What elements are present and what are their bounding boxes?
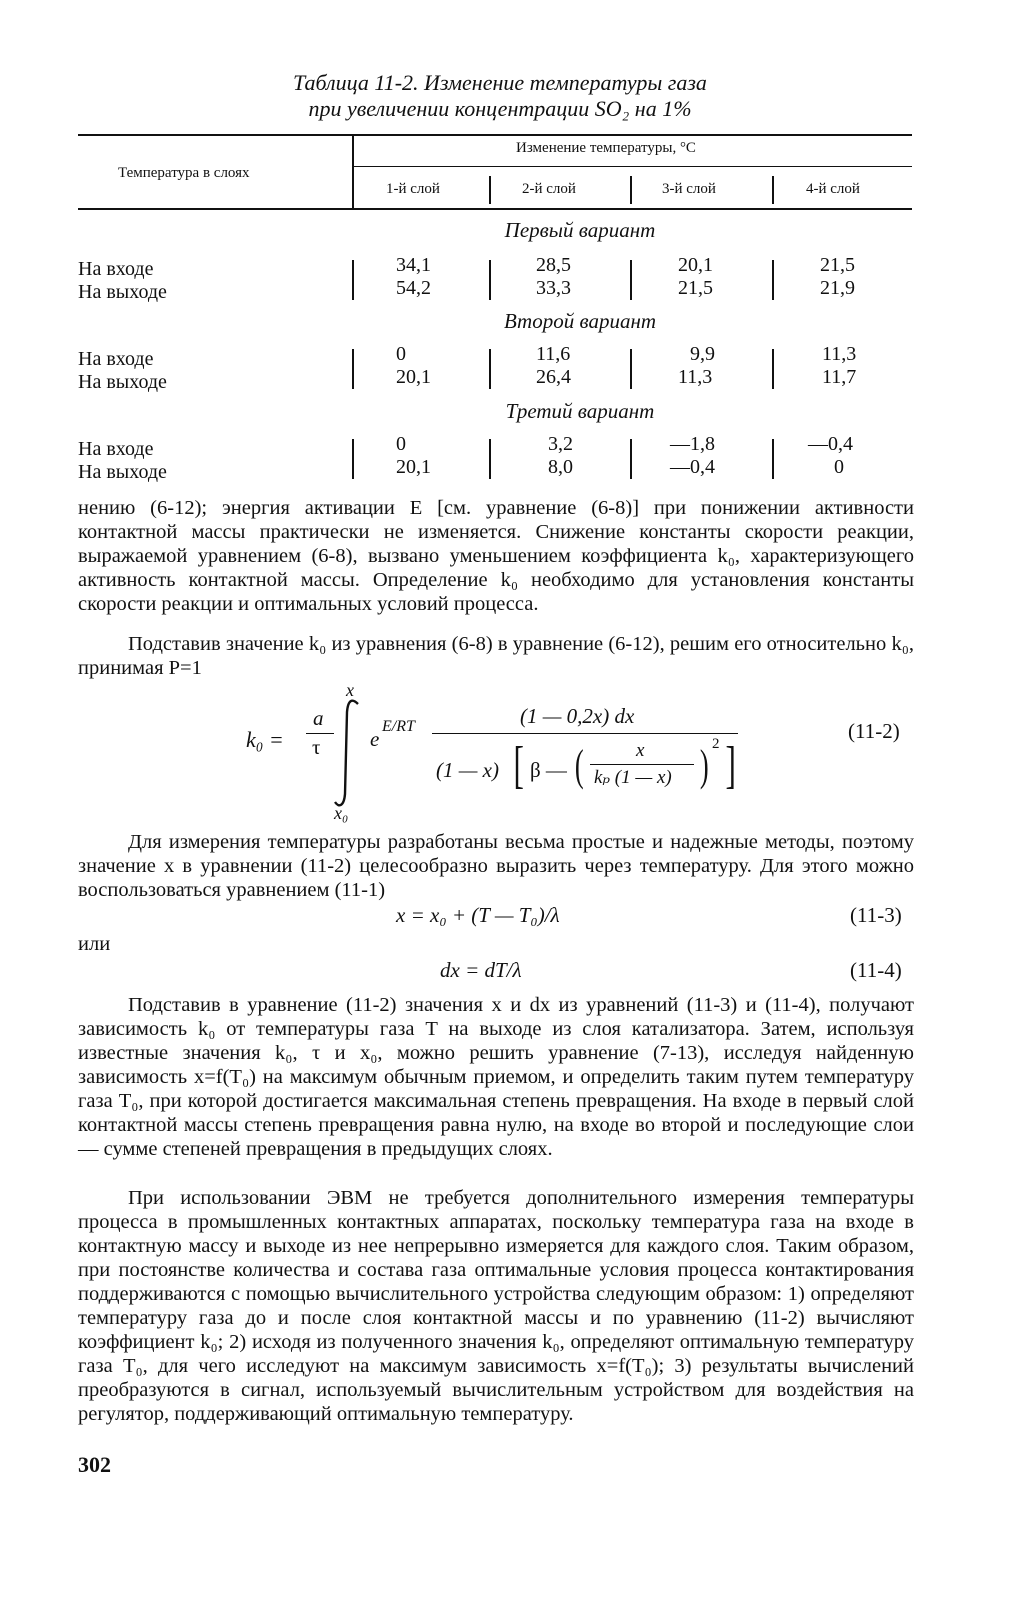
column-divider: [772, 260, 774, 300]
column-divider: [489, 260, 491, 300]
column-header: 2-й слой: [522, 181, 576, 197]
table-cell: 3,2: [548, 433, 573, 455]
eq-frac-bar: [306, 733, 334, 734]
table-cell: 20,1: [396, 366, 431, 388]
row-label: На входе: [78, 438, 154, 460]
table-caption-line-2: при увеличении концентрации SO₂ на 1%: [308, 96, 692, 121]
equation-number: (11-3): [850, 903, 902, 927]
eq-right-bracket: ]: [725, 737, 736, 794]
eq-right-paren: ): [699, 741, 709, 790]
table-cell: —0,4: [670, 456, 715, 478]
column-divider: [630, 349, 632, 389]
eq-frac-den: τ: [312, 735, 321, 759]
equation-number: (11-2): [848, 719, 900, 743]
header-row-label: Температура в слоях: [118, 165, 250, 181]
table-cell: 21,5: [678, 277, 713, 299]
column-header: 3-й слой: [662, 181, 716, 197]
table-cell: 33,3: [536, 277, 571, 299]
eq-lhs: k₀ =: [246, 727, 284, 752]
column-divider: [489, 439, 491, 479]
header-divider: [489, 176, 491, 204]
table-cell: 20,1: [678, 254, 713, 276]
header-group-label: Изменение температуры, °С: [516, 140, 696, 156]
table-cell: 8,0: [548, 456, 573, 478]
table-cell: 11,6: [536, 343, 571, 365]
table-cell: 11,3: [822, 343, 857, 365]
body-paragraph: Для измерения температуры разработаны весьма простые и надежные методы, поэтому значение x в уравнении (11-2) целесообразно выразить через температуру. Для этого можно воспользоваться уравнением (11-1): [78, 831, 914, 901]
table-cell: 26,4: [536, 366, 571, 388]
body-paragraph: Подставив значение k₀ из уравнения (6-8) в уравнение (6-12), решим его относительно k₀, принимая P=1: [78, 633, 914, 679]
row-label: На выходе: [78, 281, 167, 303]
column-divider: [352, 260, 354, 300]
page-number: 302: [78, 1452, 111, 1477]
header-divider: [630, 176, 632, 204]
eq-den-left: (1 — x): [436, 758, 499, 782]
column-divider: [489, 349, 491, 389]
eq-inner-den: kₚ (1 — x): [594, 767, 672, 788]
column-divider: [772, 439, 774, 479]
table-cell: 20,1: [396, 456, 431, 478]
eq-upper-limit: x: [346, 680, 354, 700]
table-header-bottom-rule: [78, 208, 912, 210]
row-label: На выходе: [78, 461, 167, 483]
table-cell: 54,2: [396, 277, 431, 299]
table-cell: 34,1: [396, 254, 431, 276]
table-cell: 0: [834, 456, 844, 478]
table-cell: 9,9: [690, 343, 715, 365]
eq-numerator: (1 — 0,2x) dx: [520, 704, 635, 728]
table-cell: 11,7: [822, 366, 857, 388]
eq-exp-power: E/RT: [382, 718, 415, 735]
header-divider: [772, 176, 774, 204]
column-header: 4-й слой: [806, 181, 860, 197]
table-caption-line-1: Таблица 11-2. Изменение температуры газа: [293, 70, 707, 95]
variant-title: Третий вариант: [505, 399, 655, 423]
body-paragraph: При использовании ЭВМ не требуется дополнительного измерения температуры процесса в промышленных контактных аппаратах, поскольку температура газа на входе в контактную массу и выходе из нее непрерывно измеряется для каждого слоя. Таким образом, при постоянстве количества и состава газа оптимальные условия процесса контактирования поддерживаются с помощью вычислительного устройства следующим образом: 1) определяют температуру газа до и после слоя контактной массы и по уравнению (11-2) вычисляют коэффициент k₀; 2) исходя из полученного значения k₀, определяют оптимальную температуру газа T₀, для чего исследуют на максимум зависимость x=f(T₀); 3) результаты вычислений преобразуются в сигнал, используемый вычислительным устройством для воздействия на регулятор, поддерживающий оптимальную температуру.: [78, 1187, 914, 1425]
eq-beta: β —: [530, 758, 567, 782]
table-cell: 11,3: [678, 366, 713, 388]
table-cell: —1,8: [670, 433, 715, 455]
column-divider: [630, 439, 632, 479]
eq-left-paren: (: [574, 741, 584, 790]
column-divider: [352, 349, 354, 389]
table-cell: 0: [396, 433, 406, 455]
eq-left-bracket: [: [513, 737, 524, 794]
table-cell: 21,5: [820, 254, 855, 276]
integral-sign: [332, 698, 362, 808]
column-divider: [352, 439, 354, 479]
row-label: На входе: [78, 348, 154, 370]
eq-lower-limit: x₀: [334, 803, 349, 823]
eq-exp-base: e: [370, 727, 380, 751]
table-cell: 21,9: [820, 277, 855, 299]
equation-11-3: x = x₀ + (T — T₀)/λ: [396, 903, 560, 927]
table-cell: 0: [396, 343, 406, 365]
equation-11-4: dx = dT/λ: [440, 958, 522, 982]
column-header: 1-й слой: [386, 181, 440, 197]
eq-inner-num: x: [636, 740, 645, 761]
table-header-mid-rule: [352, 166, 912, 167]
variant-title: Второй вариант: [503, 309, 657, 333]
eq-inner-frac-bar: [590, 764, 694, 765]
column-divider: [772, 349, 774, 389]
body-paragraph: нению (6-12); энергия активации E [см. уравнение (6-8)] при понижении активности контактной массы практически не изменяется. Снижение константы скорости реакции, выражаемой уравнением (6-8), вызвано уменьшением коэффициента k₀, характеризующего активность контактной массы. Определение k₀ необходимо для установления константы скорости реакции и оптимальных условий процесса.: [78, 497, 914, 615]
equation-number: (11-4): [850, 958, 902, 982]
header-divider: [352, 136, 354, 208]
eq-power: 2: [712, 736, 720, 752]
variant-title: Первый вариант: [504, 218, 656, 242]
row-label: На входе: [78, 258, 154, 280]
body-paragraph: Подставив в уравнение (11-2) значения x и dx из уравнений (11-3) и (11-4), получают зависимость k₀ от температуры газа T на выходе из слоя катализатора. Затем, используя известные значения k₀, τ и x₀, можно решить уравнение (7-13), исследуя найденную зависимость x=f(T₀) на максимум обычным приемом, и определить таким путем температуру газа T₀, при которой достигается максимальная степень превращения. На входе в первый слой контактной массы степень превращения равна нулю, на входе во второй и последующие слои — сумме степеней превращения в предыдущих слоях.: [78, 994, 914, 1160]
eq-main-frac-bar: [432, 733, 738, 734]
connector-word: или: [78, 933, 111, 955]
table-cell: 28,5: [536, 254, 571, 276]
row-label: На выходе: [78, 371, 167, 393]
table-cell: —0,4: [808, 433, 853, 455]
table-top-rule: [78, 134, 912, 136]
eq-frac-num: a: [313, 706, 324, 730]
column-divider: [630, 260, 632, 300]
